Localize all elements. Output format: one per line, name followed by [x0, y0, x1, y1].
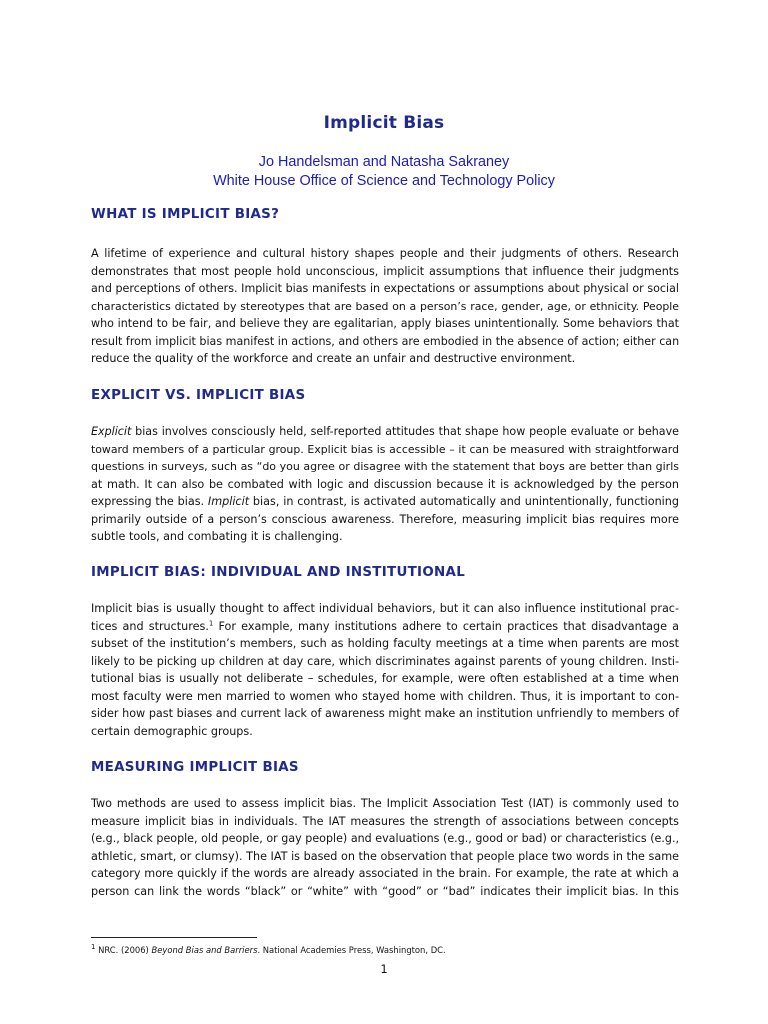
paragraph-line: demonstrates that most people hold unconscious, implicit assumptions that influence their judgments [91, 264, 679, 278]
section-paragraph-measuring-implicit-bias [91, 795, 679, 900]
paragraph-line: at math. It can also be combated with logic and discussion because it is acknowledged by the person [91, 477, 679, 491]
paragraph-line: A lifetime of experience and cultural history shapes people and their judgments of others. Research [91, 247, 679, 260]
paragraph-line: sider how past biases and current lack of awareness might make an institution unfriendly to members of [91, 707, 679, 720]
section-paragraph-individual-institutional [91, 600, 679, 740]
paragraph-line: questions in surveys, such as “do you agree or disagree with the statement that boys are better than girls [91, 460, 679, 473]
paragraph-line: reduce the quality of the workforce and create an unfair and destructive environment. [91, 352, 576, 365]
paragraph-line: subtle tools, and combating it is challenging. [91, 530, 343, 543]
paragraph-line: category more quickly if the words are already associated in the brain. For example, the rate at which a [91, 867, 679, 880]
section-paragraph-explicit-vs-implicit [91, 423, 679, 546]
paragraph-line: expressing the bias. Implicit bias, in contrast, is activated automatically and unintentionally, functioning [91, 495, 679, 508]
paragraph-line: toward members of a particular group. Explicit bias is accessible – it can be measured with straightforward [91, 442, 679, 456]
paragraph-line: tutional bias is usually not deliberate – schedules, for example, were often established at a time when [91, 672, 679, 685]
paragraph-line: Two methods are used to assess implicit bias. The Implicit Association Test (IAT) is commonly used to [91, 797, 679, 810]
section-paragraph-what-is-implicit-bias [91, 245, 679, 368]
footnote-reference: 1 [208, 618, 214, 627]
paragraph-line: tices and structures.$^1$ For example, many institutions adhere to certain practices that disadvantage a [91, 618, 679, 633]
paragraph-line: (e.g., black people, old people, or gay people) and evaluations (e.g., good or bad) or characteristics (e.g., [91, 832, 679, 845]
italic-term-explicit: Explicit [91, 425, 132, 438]
paragraph-line: who intend to be fair, and believe they are egalitarian, apply biases unintentionally. Some behaviors that [91, 317, 679, 330]
paragraph-line: athletic, smart, or clumsy). The IAT is based on the observation that people place two words in the same [91, 849, 679, 863]
paragraph-line: result from implicit bias manifest in actions, and others are embodied in the absence of action; either can [91, 334, 680, 348]
section-heading-measuring-implicit-bias: MEASURING IMPLICIT BIAS [91, 760, 299, 775]
affiliation: White House Office of Science and Technology Policy [213, 173, 555, 189]
paragraph-line: most faculty were men married to women who stayed home with children. Thus, it is important to con- [91, 689, 679, 703]
paragraph-line: primarily outside of a person’s conscious awareness. Therefore, measuring implicit bias requires more [91, 512, 679, 526]
authors: Jo Handelsman and Natasha Sakraney [258, 154, 510, 170]
footnote-book-title: Beyond Bias and Barriers [151, 945, 258, 955]
paragraph-line: measure implicit bias in individuals. The IAT measures the strength of associations between concepts [91, 814, 679, 828]
footnote-divider [91, 937, 257, 938]
paragraph-line: Explicit bias involves consciously held, self-reported attitudes that shape how people evaluate or behave [91, 425, 679, 438]
page-number: 1 [380, 962, 388, 976]
paragraph-line: likely to be picking up children at day care, which discriminates against parents of young children. Insti- [91, 654, 679, 668]
paragraph-line: characteristics dictated by stereotypes that are based on a person’s race, gender, age, or ethnicity. People [91, 299, 679, 313]
paragraph-line: certain demographic groups. [91, 724, 253, 738]
author-block [0, 153, 768, 191]
paragraph-line: subset of the institution’s members, such as holding faculty meetings at a time when parents are most [91, 637, 679, 650]
section-heading-explicit-vs-implicit: EXPLICIT VS. IMPLICIT BIAS [91, 388, 306, 403]
document-title: Implicit Bias [323, 113, 445, 133]
italic-term-implicit: Implicit [207, 495, 250, 508]
paragraph-line: Implicit bias is usually thought to affect individual behaviors, but it can also influence institutional prac- [91, 602, 679, 615]
paragraph-line: and perceptions of others. Implicit bias manifests in expectations or assumptions about physical or social [91, 282, 679, 295]
section-heading-individual-institutional: IMPLICIT BIAS: INDIVIDUAL AND INSTITUTIONAL [91, 565, 466, 580]
section-heading-what-is-implicit-bias: WHAT IS IMPLICIT BIAS? [91, 207, 280, 222]
footnote: $^1$ NRC. (2006) Beyond Bias and Barriers. National Academies Press, Washington, DC. [91, 943, 446, 955]
paragraph-line: person can link the words “black” or “white” with “good” or “bad” indicates their implicit bias. In this [91, 884, 679, 898]
footnote-marker: 1 [91, 943, 96, 952]
